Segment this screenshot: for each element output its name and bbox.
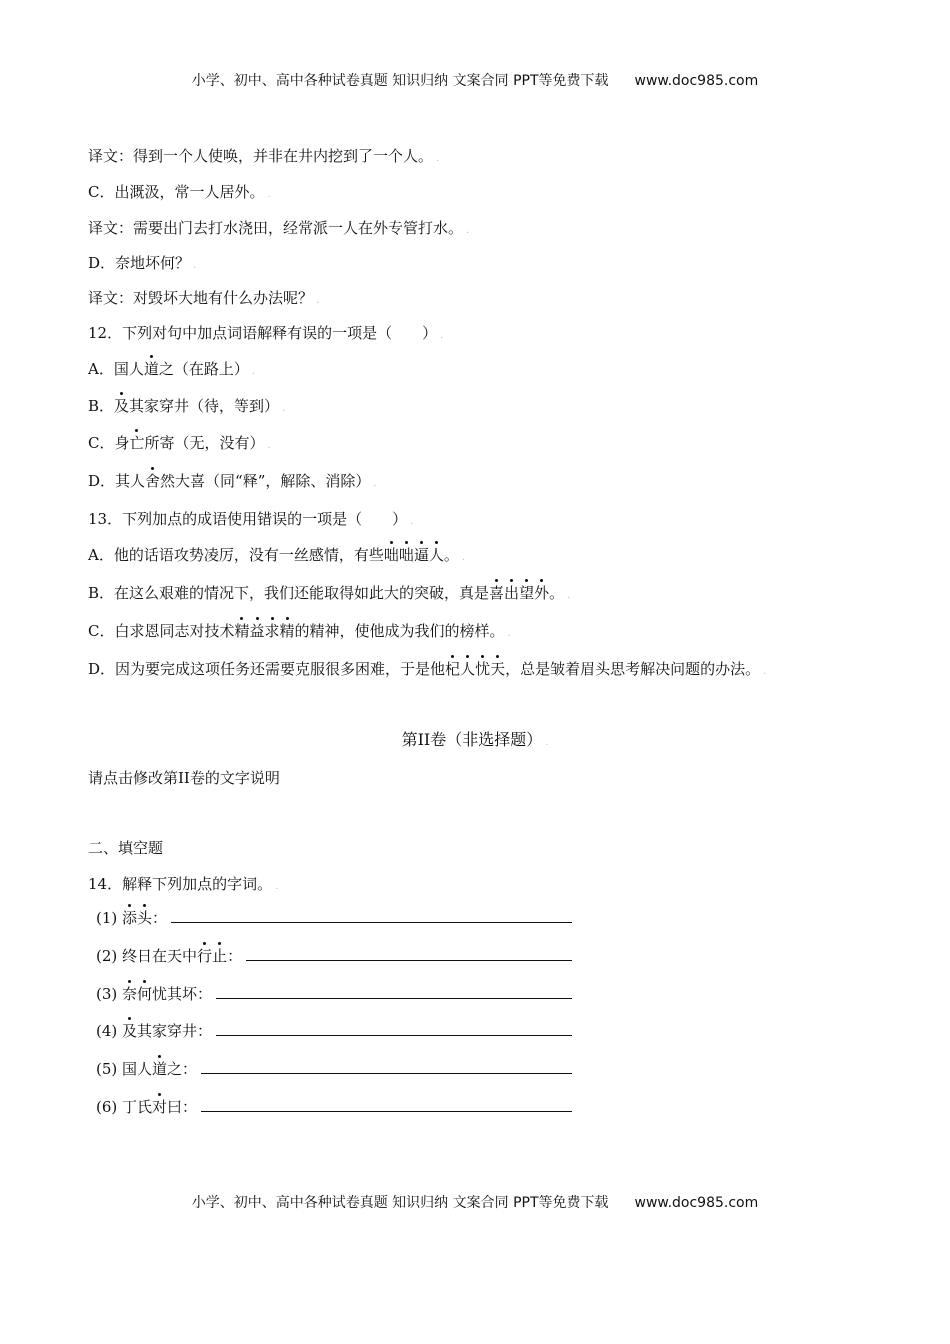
dotted-char: 人 (428, 546, 444, 564)
item-number: (6) (96, 1098, 123, 1116)
fill-item (96, 1021, 572, 1041)
text: C．白求恩同志对技术 (88, 622, 235, 640)
fill-item (96, 1097, 572, 1117)
text: B． (88, 397, 115, 415)
item-number: (2) (96, 947, 123, 965)
answer-blank[interactable] (201, 1059, 572, 1074)
dotted-char: 外 (534, 584, 550, 602)
text: 所寄（无，没有） (144, 434, 265, 452)
text: D．因为要完成这项任务还需要克服很多困难，于是他 (88, 660, 446, 678)
part-heading: 二、填空题 (88, 839, 164, 857)
dotted-char: 道 (152, 1060, 168, 1078)
q13-option-d[interactable]: D．因为要完成这项任务还需要克服很多困难，于是他杞人忧天，总是皱着眉头思考解决问题的办法。 . (88, 660, 767, 678)
fill-item (96, 946, 572, 966)
dotted-char: 及 (122, 1022, 138, 1040)
text: A．他的话语攻势凌厉，没有一丝感情，有些 (88, 546, 384, 564)
section-note[interactable]: 请点击修改第II卷的文字说明 (88, 769, 280, 787)
q12-option-b[interactable]: B．及其家穿井（待，等到） . (88, 397, 286, 415)
dotted-idiom (234, 622, 294, 640)
dotted-idiom (384, 546, 444, 564)
text: 。 (443, 546, 459, 564)
dotted-char: 喜 (489, 584, 505, 602)
dotted-char: 杞 (445, 660, 461, 678)
text: 之（在路上） (158, 360, 249, 378)
text: A．国人 (88, 360, 144, 378)
fill-item (96, 1059, 572, 1079)
option-d-text: D．奈地坏何？ . (88, 254, 197, 272)
q13-option-c[interactable]: C．白求恩同志对技术精益求精的精神，使他成为我们的榜样。 . (88, 622, 511, 640)
dotted-char: 止 (212, 947, 228, 965)
dotted-idiom (445, 660, 505, 678)
question-13: 13．下列加点的成语使用错误的一项是（ ） . (88, 510, 414, 528)
text: C．身 (88, 434, 130, 452)
title-text: 第II卷（非选择题） (401, 730, 543, 749)
fill-item (96, 908, 572, 928)
item-number: (4) (96, 1022, 123, 1040)
dotted-char: 行 (197, 947, 213, 965)
dotted-char: 望 (519, 584, 535, 602)
text: 的精神，使他成为我们的榜样。 (294, 622, 505, 640)
dotted-char: 咄 (398, 546, 414, 564)
dotted-char: 对 (152, 1098, 168, 1116)
text: 其家穿井（待，等到） (129, 397, 280, 415)
dotted-word: 道 (143, 360, 159, 378)
page-footer (0, 1192, 950, 1212)
dotted-word: 及 (114, 397, 130, 415)
footer-text: 小学、初中、高中各种试卷真题 知识归纳 文案合同 PPT等免费下载 (191, 1195, 609, 1211)
item-text: 之： (167, 1060, 198, 1078)
q12-option-a[interactable]: A．国人道之（在路上） . (88, 360, 256, 378)
question-12: 12．下列对句中加点词语解释有误的一项是（ ） . (88, 324, 444, 342)
dotted-char: 精 (234, 622, 250, 640)
dotted-char: 精 (279, 622, 295, 640)
dotted-char: 求 (264, 622, 280, 640)
dotted-char: 添 (122, 909, 138, 927)
text: D．其人 (88, 472, 146, 490)
dotted-char: 奈 (122, 985, 138, 1003)
dotted-word (122, 985, 152, 1003)
dotted-char: 益 (249, 622, 265, 640)
dotted-word: 舍 (145, 472, 161, 490)
translation-b: 译文：得到一个人使唤，并非在井内挖到了一个人。 . (88, 147, 440, 165)
item-number: (3) (96, 985, 123, 1003)
header-url[interactable]: www.doc985.com (634, 73, 759, 89)
answer-blank[interactable] (216, 1021, 572, 1036)
item-text: ： (152, 909, 168, 927)
footer-url[interactable]: www.doc985.com (634, 1195, 759, 1211)
dotted-word (122, 1022, 137, 1040)
dotted-word: 亡 (129, 434, 145, 452)
option-c-text: C．出溉汲，常一人居外。 . (88, 183, 271, 201)
dotted-char: 忧 (475, 660, 491, 678)
question-14: 14．解释下列加点的字词。 . (88, 875, 279, 893)
dotted-idiom (489, 584, 549, 602)
q13-option-b[interactable]: B．在这么艰难的情况下，我们还能取得如此大的突破，真是喜出望外。 . (88, 584, 571, 602)
text: D．奈地坏何？ (88, 254, 191, 272)
text: 译文：对毁坏大地有什么办法呢？ (88, 289, 314, 307)
text: 然大喜（同“释”，解除、消除） (160, 472, 371, 490)
item-number: (1) (96, 909, 123, 927)
dotted-char: 头 (137, 909, 153, 927)
item-text: 丁氏 (122, 1098, 153, 1116)
page-header (0, 70, 950, 90)
dotted-char: 天 (490, 660, 506, 678)
dotted-word (122, 909, 152, 927)
question-text: 13．下列加点的成语使用错误的一项是（ ） (88, 510, 408, 528)
dotted-char: 咄 (383, 546, 399, 564)
question-text: 12．下列对句中加点词语解释有误的一项是（ ） (88, 324, 438, 342)
translation-d: 译文：对毁坏大地有什么办法呢？ . (88, 289, 320, 307)
fill-item (96, 984, 572, 1004)
dotted-char: 逼 (413, 546, 429, 564)
item-text: 国人 (122, 1060, 153, 1078)
translation-c: 译文：需要出门去打水浇田，经常派一人在外专管打水。 . (88, 219, 470, 237)
text: C．出溉汲，常一人居外。 (88, 183, 265, 201)
dotted-char: 出 (504, 584, 520, 602)
item-number: (5) (96, 1060, 123, 1078)
item-text: 忧其坏： (152, 985, 213, 1003)
dotted-word (152, 1098, 167, 1116)
dotted-char: 何 (137, 985, 153, 1003)
q12-option-d[interactable]: D．其人舍然大喜（同“释”，解除、消除） . (88, 472, 377, 490)
dotted-word (197, 947, 227, 965)
q12-option-c[interactable]: C．身亡所寄（无，没有） . (88, 434, 271, 452)
dotted-word (152, 1060, 167, 1078)
q13-option-a[interactable]: A．他的话语攻势凌厉，没有一丝感情，有些咄咄逼人。 . (88, 546, 466, 564)
dotted-char: 人 (460, 660, 476, 678)
text: 译文：得到一个人使唤，并非在井内挖到了一个人。 (88, 147, 434, 165)
text: 译文：需要出门去打水浇田，经常派一人在外专管打水。 (88, 219, 464, 237)
answer-blank[interactable] (246, 946, 572, 961)
text: ，总是皱着眉头思考解决问题的办法。 (505, 660, 761, 678)
question-text: 14．解释下列加点的字词。 (88, 875, 273, 893)
item-text: 曰： (167, 1098, 198, 1116)
text: 。 (549, 584, 565, 602)
answer-blank[interactable] (171, 908, 572, 923)
item-text: 终日在天中 (122, 947, 198, 965)
item-text: ： (227, 947, 243, 965)
answer-blank[interactable] (201, 1097, 572, 1112)
text: B．在这么艰难的情况下，我们还能取得如此大的突破，真是 (88, 584, 490, 602)
section-title: 第II卷（非选择题） . (401, 730, 549, 749)
item-text: 其家穿井： (137, 1022, 213, 1040)
answer-blank[interactable] (216, 984, 572, 999)
header-text: 小学、初中、高中各种试卷真题 知识归纳 文案合同 PPT等免费下载 (191, 73, 609, 89)
